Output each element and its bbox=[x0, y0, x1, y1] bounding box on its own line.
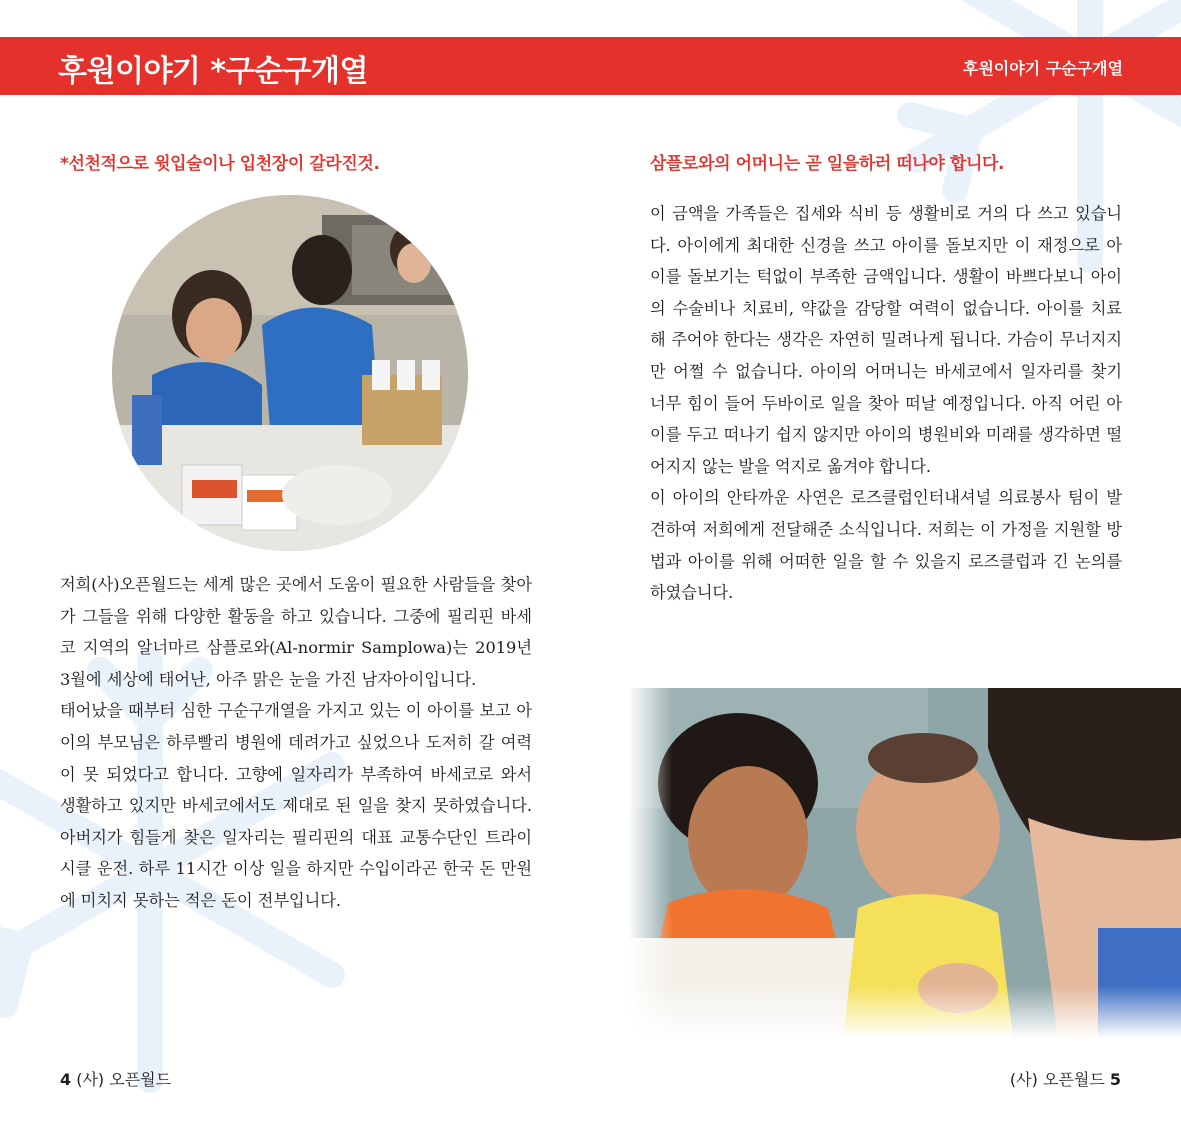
left-subheading: *선천적으로 윗입술이나 입천장이 갈라진것. bbox=[60, 154, 380, 174]
left-page-footer bbox=[60, 1067, 171, 1090]
right-paragraph-2: 이 아이의 안타까운 사연은 로즈클럽인터내셔널 의료봉사 팀이 발견하여 저희에게 전달해준 소식입니다. 저희는 이 가정을 지원할 방법과 아이를 위해 어떠한 일을 할 수 있을지 로즈클럽과 긴 논의를 하였습니다. bbox=[650, 488, 1122, 603]
volunteers-with-medicine-photo bbox=[112, 195, 468, 551]
right-paragraph-1: 이 금액을 가족들은 집세와 식비 등 생활비로 거의 다 쓰고 있습니다. 아이에게 최대한 신경을 쓰고 아이를 돌보지만 이 재정으로 아이를 돌보기는 턱없이 부족한 금액입니다. 생활이 바쁘다보니 아이의 수술비나 치료비, 약값을 감당할 여력이 없습니다. 아이를 치료해 주어야 한다는 생각은 자연히 밀려나게 됩니다. 가슴이 무너지지만 어쩔 수 없습니다. 아이의 어머니는 바세코에서 일자리를 찾기 너무 힘이 들어 두바이로 일을 찾아 떠날 예정입니다. 아직 어린 아이를 두고 떠나기 쉽지 않지만 아이의 병원비와 미래를 생각하면 떨어지지 않는 발을 억지로 옮겨야 합니다. bbox=[650, 204, 1122, 476]
page-title: 후원이야기 *구순구개열 bbox=[58, 54, 368, 89]
left-paragraph-1: 저희(사)오픈월드는 세계 많은 곳에서 도움이 필요한 사람들을 찾아가 그들을 위해 다양한 활동을 하고 있습니다. 그중에 필리핀 바세코 지역의 알너마르 삼플로와(Al-normir Samplowa)는 2019년 3월에 세상에 태어난, 아주 맑은 눈을 가진 남자아이입니다. bbox=[60, 575, 532, 689]
page-number-right: 5 bbox=[1109, 1070, 1121, 1089]
page-number-left: 4 bbox=[60, 1070, 72, 1089]
right-body-text bbox=[650, 198, 1122, 609]
page-header-bar bbox=[0, 37, 1181, 95]
mother-and-baby-photo bbox=[628, 688, 1181, 1038]
left-paragraph-2: 태어났을 때부터 심한 구순구개열을 가지고 있는 이 아이를 보고 아이의 부모님은 하루빨리 병원에 데려가고 싶었으나 도저히 갈 여력이 못 되었다고 합니다. 고향에 일자리가 부족하여 바세코로 와서 생활하고 있지만 바세코에서도 제대로 된 일을 찾지 못하였습니다. 아버지가 힘들게 찾은 일자리는 필리핀의 대표 교통수단인 트라이시클 운전. 하루 11시간 이상 일을 하지만 수입이라곤 한국 돈 만원에 미치지 못하는 적은 돈이 전부입니다. bbox=[60, 701, 532, 910]
right-subheading: 삼플로와의 어머니는 곧 일을하러 떠나야 합니다. bbox=[650, 154, 1005, 174]
left-body-text bbox=[60, 569, 532, 917]
right-page-footer bbox=[1010, 1067, 1121, 1090]
footer-org-right: (사) 오픈월드 bbox=[1009, 1070, 1110, 1089]
footer-org-left: (사) 오픈월드 bbox=[71, 1070, 172, 1089]
section-label: 후원이야기 구순구개열 bbox=[962, 59, 1123, 78]
